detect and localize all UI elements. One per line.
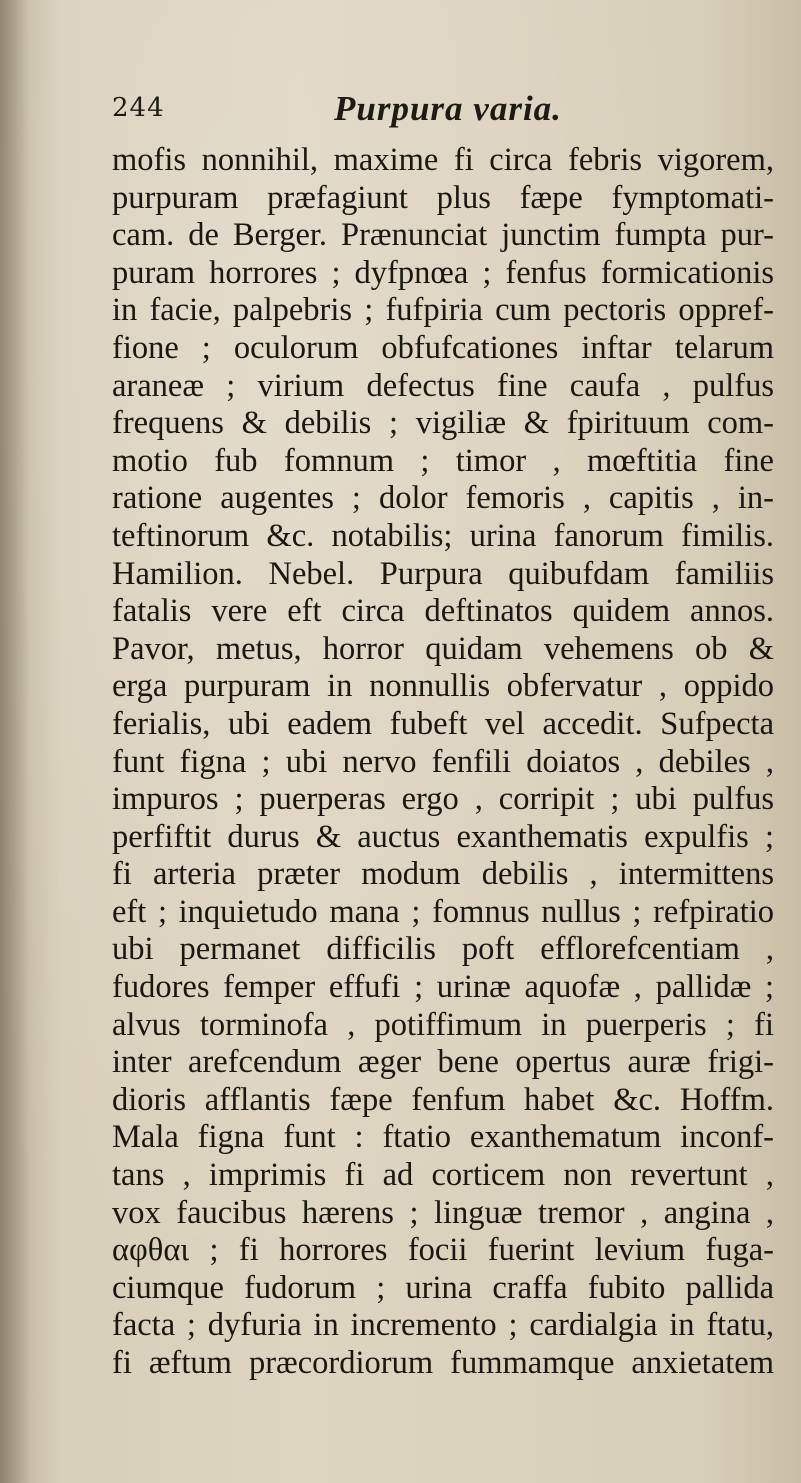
text-line: ratione augentes ; dolor femoris , capitis , in- (112, 480, 774, 517)
text-line: araneæ ; virium defectus fine caufa , pulfus (112, 367, 774, 404)
text-line: Pavor, metus, horror quidam vehemens ob & (112, 630, 774, 667)
text-line: puram horrores ; dyfpnœa ; fenfus formicationis (112, 254, 774, 291)
running-head: Purpura varia. (334, 89, 562, 128)
text-line: ciumque fudorum ; urina craffa fubito pallida (112, 1269, 774, 1306)
text-line: fi æftum præcordiorum fummamque anxietatem (112, 1345, 774, 1381)
binding-shadow (0, 0, 30, 1483)
body-text (112, 142, 774, 1383)
text-line: frequens & debilis ; vigiliæ & fpirituum com- (112, 405, 774, 442)
page-number: 244 (112, 93, 165, 123)
text-line: Mala figna funt : ftatio exanthematum inconf- (112, 1119, 774, 1156)
text-line: ubi permanet difficilis poft efflorefcentiam , (112, 931, 774, 968)
text-line: eft ; inquietudo mana ; fomnus nullus ; refpiratio (112, 893, 774, 930)
text-line: in facie, palpebris ; fufpiria cum pectoris oppref- (112, 292, 774, 329)
text-line: fi arteria præter modum debilis , intermittens (112, 856, 774, 893)
text-line: purpuram præfagiunt plus fæpe fymptomati- (112, 179, 774, 216)
text-line: fatalis vere eft circa deftinatos quidem annos. (112, 593, 774, 630)
text-line: vox faucibus hærens ; linguæ tremor , angina , (112, 1194, 774, 1231)
text-line: mofis nonnihil, maxime fi circa febris vigorem, (112, 142, 774, 178)
text-line: funt figna ; ubi nervo fenfili doiatos , debiles , (112, 743, 774, 780)
page-header (112, 89, 752, 133)
text-line: inter arefcendum æger bene opertus auræ frigi- (112, 1044, 774, 1081)
text-line: Hamilion. Nebel. Purpura quibufdam familiis (112, 555, 774, 592)
text-line: facta ; dyfuria in incremento ; cardialgia in ftatu, (112, 1307, 774, 1344)
text-line: fudores femper effufi ; urinæ aquofæ , pallidæ ; (112, 969, 774, 1006)
text-line: perfiftit durus & auctus exanthematis expulfis ; (112, 818, 774, 855)
text-line: erga purpuram in nonnullis obfervatur , oppido (112, 668, 774, 705)
text-line: fione ; oculorum obfufcationes inftar telarum (112, 329, 774, 366)
text-line: teftinorum &c. notabilis; urina fanorum fimilis. (112, 517, 774, 554)
text-line: alvus torminofa , potiffimum in puerperis ; fi (112, 1006, 774, 1043)
text-line: ferialis, ubi eadem fubeft vel accedit. Sufpecta (112, 705, 774, 742)
text-line: αφθαι ; fi horrores focii fuerint levium fuga- (112, 1232, 774, 1269)
text-line: dioris afflantis fæpe fenfum habet &c. Hoffm. (112, 1081, 774, 1118)
text-line: motio fub fomnum ; timor , mœftitia fine (112, 442, 774, 479)
text-line: impuros ; puerperas ergo , corripit ; ubi pulfus (112, 781, 774, 818)
text-line: tans , imprimis fi ad corticem non revertunt , (112, 1157, 774, 1194)
text-line: cam. de Berger. Prænunciat junctim fumpta pur- (112, 217, 774, 254)
